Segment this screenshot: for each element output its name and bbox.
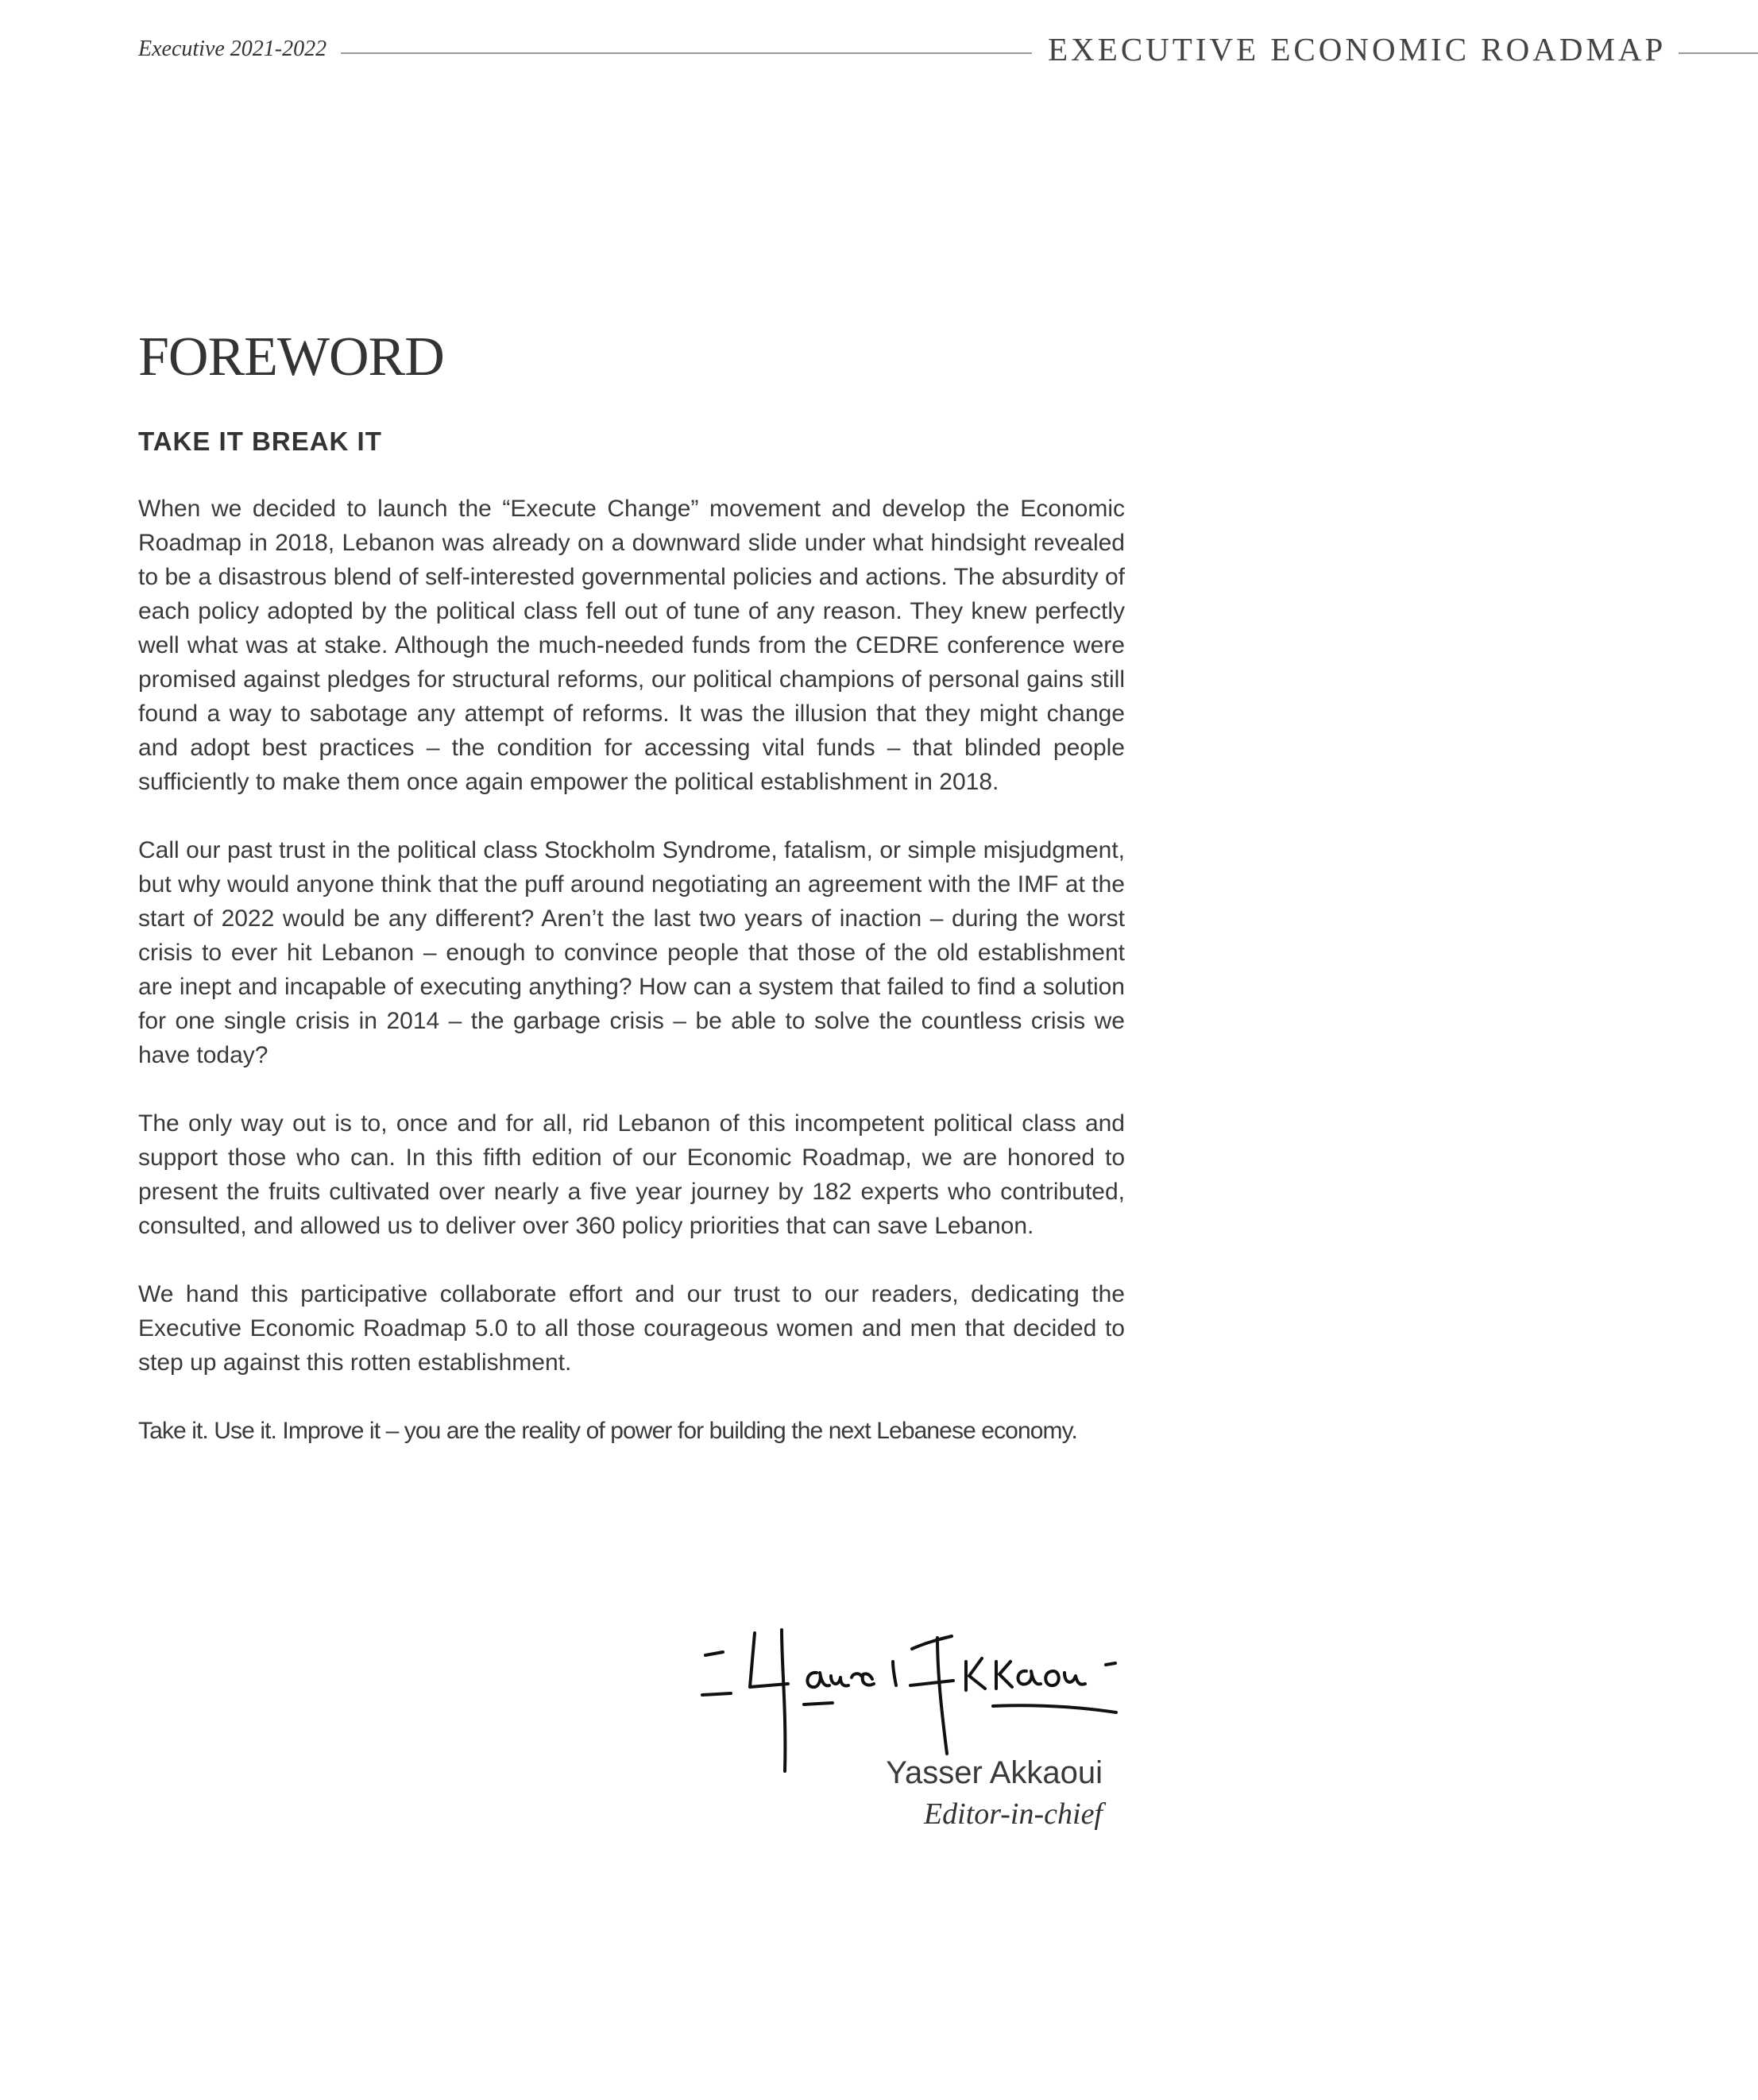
running-header [138, 25, 1758, 73]
signer-role: Editor-in-chief [923, 1797, 1103, 1831]
publication-title: EXECUTIVE ECONOMIC ROADMAP [1048, 31, 1667, 68]
page-title: FOREWORD [138, 326, 444, 388]
publication-edition: Executive 2021-2022 [138, 37, 327, 61]
section-heading: TAKE IT BREAK IT [138, 427, 382, 456]
closing-line: Take it. Use it. Improve it – you are the reality of power for building the next Lebanese economy. [138, 1418, 1077, 1444]
paragraph: Call our past trust in the political class Stockholm Syndrome, fatalism, or simple misjudgment, but why would anyone think that the puff around negotiating an agreement with the IMF at the start of 2022 would be any different? Aren’t the last two years of inaction – during the worst crisis to ever hit Lebanon – enough to convince people that those of the old establishment are inept and incapable of executing anything? How can a system that failed to find a solution for one single crisis in 2014 – the garbage crisis – be able to solve the countless crisis we have today? [138, 837, 1125, 1068]
header-rule [341, 52, 1032, 54]
foreword-article [138, 322, 1125, 1482]
signer-name: Yasser Akkaoui [886, 1755, 1103, 1790]
paragraph: When we decided to launch the “Execute Change” movement and develop the Economic Roadmap in 2018, Lebanon was already on a downward slide under what hindsight revealed to be a disastrous blend of self-interested governmental policies and actions. The absurdity of each policy adopted by the political class fell out of tune of any reason. They knew perfectly well what was at stake. Although the much-needed funds from the CEDRE conference were promised against pledges for structural reforms, our political champions of personal gains still found a way to sabotage any attempt of reforms. It was the illusion that they might change and adopt best practices – the condition for accessing vital funds – that blinded people sufficiently to make them once again empower the political establishment in 2018. [138, 496, 1125, 795]
article-body [138, 492, 1125, 1448]
header-rule-end [1679, 52, 1758, 54]
paragraph: We hand this participative collaborate effort and our trust to our readers, dedicating the Executive Economic Roadmap 5.0 to all those courageous women and men that decided to step up against this rotten establishment. [138, 1281, 1125, 1376]
paragraph: The only way out is to, once and for all, rid Lebanon of this incompetent political class and support those who can. In this fifth edition of our Economic Roadmap, we are honored to present the fruits cultivated over nearly a five year journey by 182 experts who contributed, consulted, and allowed us to deliver over 360 policy priorities that can save Lebanon. [138, 1110, 1125, 1239]
signature-block [699, 1620, 1128, 1843]
